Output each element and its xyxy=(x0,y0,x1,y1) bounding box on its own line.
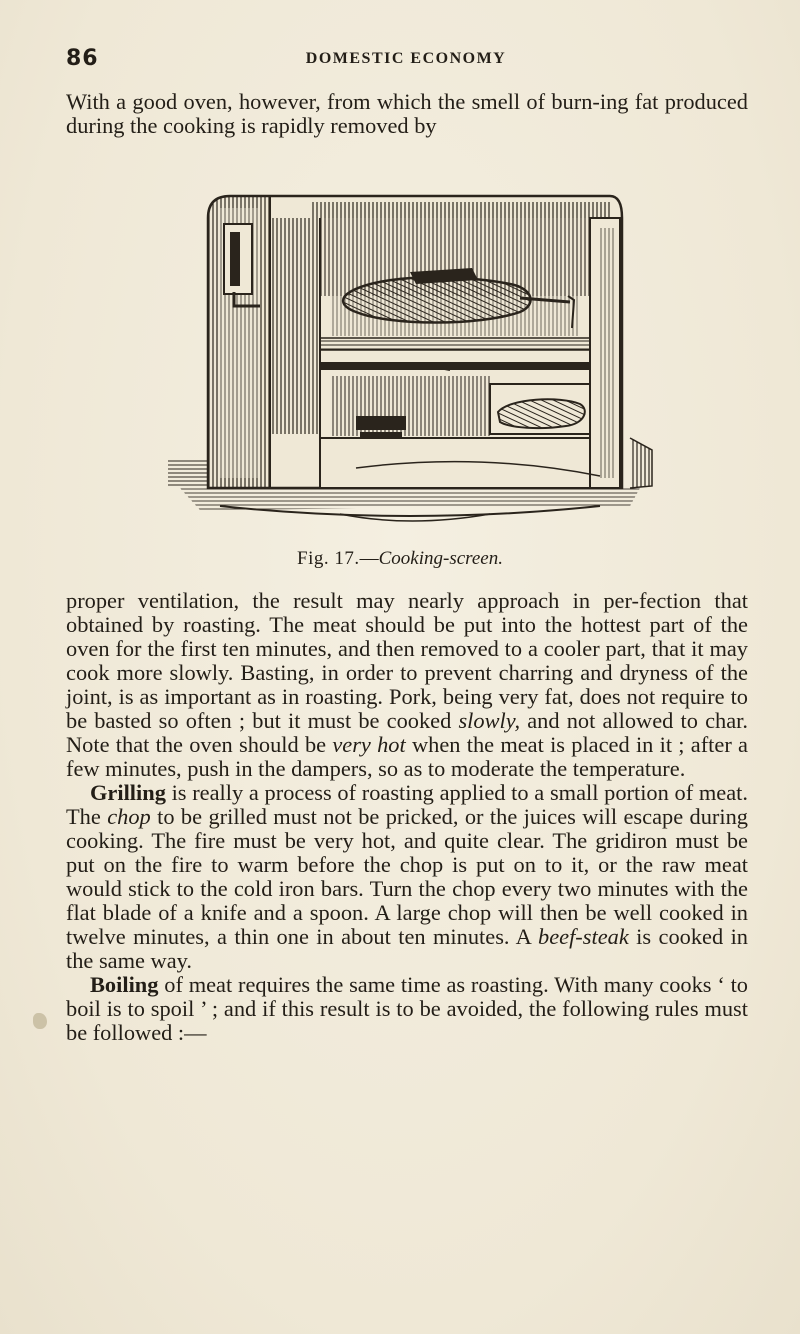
p3-lead-boiling: Boiling xyxy=(90,972,159,997)
p1-emphasis-very-hot: very hot xyxy=(332,732,406,757)
intro-text-block xyxy=(66,90,748,138)
running-title: DOMESTIC ECONOMY xyxy=(305,50,507,67)
floor-shadow xyxy=(180,488,640,521)
p2-emphasis-beef-steak: beef-steak xyxy=(538,924,629,949)
paragraph-grilling xyxy=(66,781,748,973)
figure-title: Cooking-screen. xyxy=(378,548,503,569)
figure-caption xyxy=(0,548,800,570)
body-text-block xyxy=(66,589,748,1045)
figure-dash: — xyxy=(359,548,379,569)
p2-text-b: to be grilled must not be pricked, or the juices will escape during cooking. The fire must be very hot, and quite clear. The gridiron must be put on the fire to warm before the chop is put on to it, or the raw meat would stick to the cold iron bars. Turn the chop every two minutes with the flat blade of a knife and a spoon. A large chop will then be well cooked in twelve minutes, a thin one in about ten minutes. A xyxy=(66,804,748,949)
p2-lead-grilling: Grilling xyxy=(90,780,166,805)
p1-emphasis-slowly: slowly, xyxy=(458,708,521,733)
p3-text-a: of meat requires the same time as roasting. With many cooks ‘ to boil is to spoil ’ ; and if this result is to be avoided, the following rules must be followed :— xyxy=(66,972,748,1045)
intro-paragraph: With a good oven, however, from which the smell of burn-ing fat produced during the cooking is rapidly removed by xyxy=(66,89,748,138)
lower-compartment xyxy=(330,376,590,438)
running-head xyxy=(66,46,746,76)
figure-label: Fig. 17. xyxy=(297,548,360,569)
p1-text-a: proper ventilation, the result may nearly approach in per-fection that obtained by roasting. The meat should be put into the hottest part of the oven for the first ten minutes, and then removed to a cooler part, that it may cook more slowly. Basting, in order to prevent charring and dryness of the joint, is as important as in roasting. Pork, being very fat, does not require to be basted so often ; but it must be cooked xyxy=(66,588,748,733)
paragraph-oven-ventilation xyxy=(66,589,748,781)
p1-text-b: and not allowed to char. Note that the oven should be xyxy=(66,708,748,757)
p2-text-c: is cooked in the same way. xyxy=(66,924,748,973)
page-number: 86 xyxy=(66,46,99,71)
margin-stain xyxy=(33,1013,47,1029)
p2-text-a: is really a process of roasting applied to a small portion of meat. The xyxy=(66,780,748,829)
p1-text-c: when the meat is placed in it ; after a few minutes, push in the dampers, so as to moderate the temperature. xyxy=(66,732,748,781)
p2-emphasis-chop: chop xyxy=(107,804,151,829)
paragraph-boiling xyxy=(66,973,748,1045)
cooking-screen-illustration xyxy=(160,188,660,533)
